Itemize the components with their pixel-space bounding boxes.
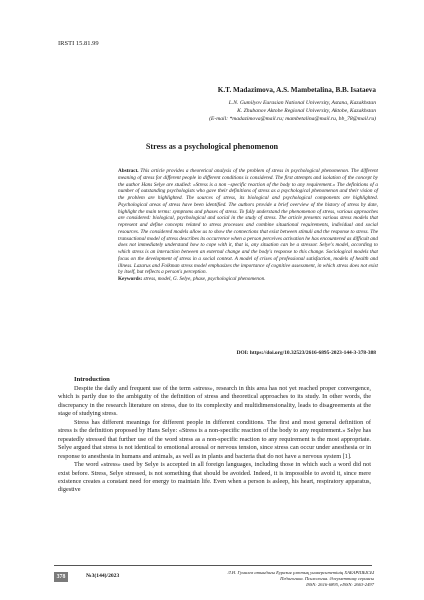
author-affiliations [209,99,376,123]
keywords [118,276,378,283]
affiliation-email: (E-mail: *madazimova@mail.ru; mambetalina@mail.ru, bb_78@mail.ru) [209,116,376,122]
body-text [58,385,371,495]
affiliation-line: L.N. Gumilyov Eurasian National University, Astana, Kazakhstan [228,100,376,106]
footer-divider [54,565,372,566]
abstract-label: Abstract. [118,168,139,174]
paragraph: The word «stress» used by Selye is accepted in all foreign languages, including those in which such a word did not exist before. Stress, Selye stressed, is not something that should be avoided. Indeed, it is impossible to avoid it, since mere existence creates a constant need for energy to maintain life. Even when a person is asleep, his heart, respiratory apparatus, digestive [58,461,371,494]
doi-link[interactable]: DOI: https://doi.org/10.32523/2616-6895-2023-144-3-378-388 [236,350,376,356]
journal-line: Л.Н. Гумилев атындағы Еуразия ұлттық университетінің ХАБАРШЫСЫ [227,570,374,575]
irsti-code: IRSTI 15.81.99 [58,40,99,47]
affiliation-line: K. Zhubanov Aktobe Regional University, Aktobe, Kazakhstan [237,108,376,114]
abstract-text: This article provides a theoretical analysis of the problem of stress in psychological phenomenon. The different meaning of stress for different people in different conditions is considered. The first attempts and isolation of the concept by the author Hans Selye are studied: «Stress is a non –specific reaction of the body to any requirement.» The definitions of a number of outstanding psychologists who gave their definitions of stress as a psychological phenomenon and their vision of the problem are highlighted. The sources of stress, its biological and psychological components are highlighted. Psychological areas of stress have been identified. The authors provide a brief overview of the history of stress by date, highlight the main terms: symptoms and phases of stress. To fully understand the phenomenon of stress, various approaches are considered: biological, psychological and social in the study of stress. The article presents various stress models that represent and define concepts related to stress processes and combine situational requirements, individual and social resources. The considered models allow us to show the connections that exist between stimuli and the response to stress. The transactional model of stress describes its occurrence when a person perceives activation he has encountered as difficult and does not immediately understand how to cope with it, that is, any situation can be a stressor. Selye's model, according to which stress is an interaction between an external change and the body's response to this change. Sociological models that focus on the development of stress in a social context. A model of crises of professional satisfaction, models of health and illness. Lazarus and Folkman stress model emphasizes the importance of cognitive assessment, in which stress does not exist by itself, but reflects a person's perception. [118,168,378,276]
issue-number: №3(144)/2023 [86,573,120,579]
paragraph: Despite the daily and frequent use of the term «stress», research in this area has not yet reached proper convergence, which is partly due to the ambiguity of the definition of stress and theoretical approaches to its study. In other words, the discrepancy in the research literature on stress, due to its complexity and multidimensionality, leads to disagreements at the stage of studying stress. [58,385,371,418]
paragraph: Stress has different meanings for different people in different conditions. The first and most general definition of stress is the definition proposed by Hans Selye: «Stress is a non-specific reaction of the body to any requirement.» Selye has repeatedly stressed that further use of the word stress as a non-specific reaction to any requirement is the most appropriate. Selye argued that stress is not identical to emotional arousal or nervous tension, since stress can occur under anesthesia or in response to anesthesia in humans and animals, as well as in plants and bacteria that do not have a nervous system [1]. [58,418,371,460]
journal-line: ISSN: 2616-6895, eISSN: 2663-2497 [306,582,374,587]
article-title: Stress as a psychological phenomenon [145,142,279,151]
journal-info [228,570,374,588]
keywords-text: stress, model, G. Selye, phase, psychological phenomenon. [142,276,266,282]
keywords-label: Keywords: [118,276,143,282]
page-number: 378 [54,572,68,582]
journal-line: Педагогика. Психология. Әлеуметтану сериясы [280,576,374,581]
section-heading-introduction: Introduction [74,376,110,383]
article-authors: K.T. Madazimova, A.S. Mambetalina, B.B. Isataeva [217,86,376,94]
abstract-block [118,168,378,283]
